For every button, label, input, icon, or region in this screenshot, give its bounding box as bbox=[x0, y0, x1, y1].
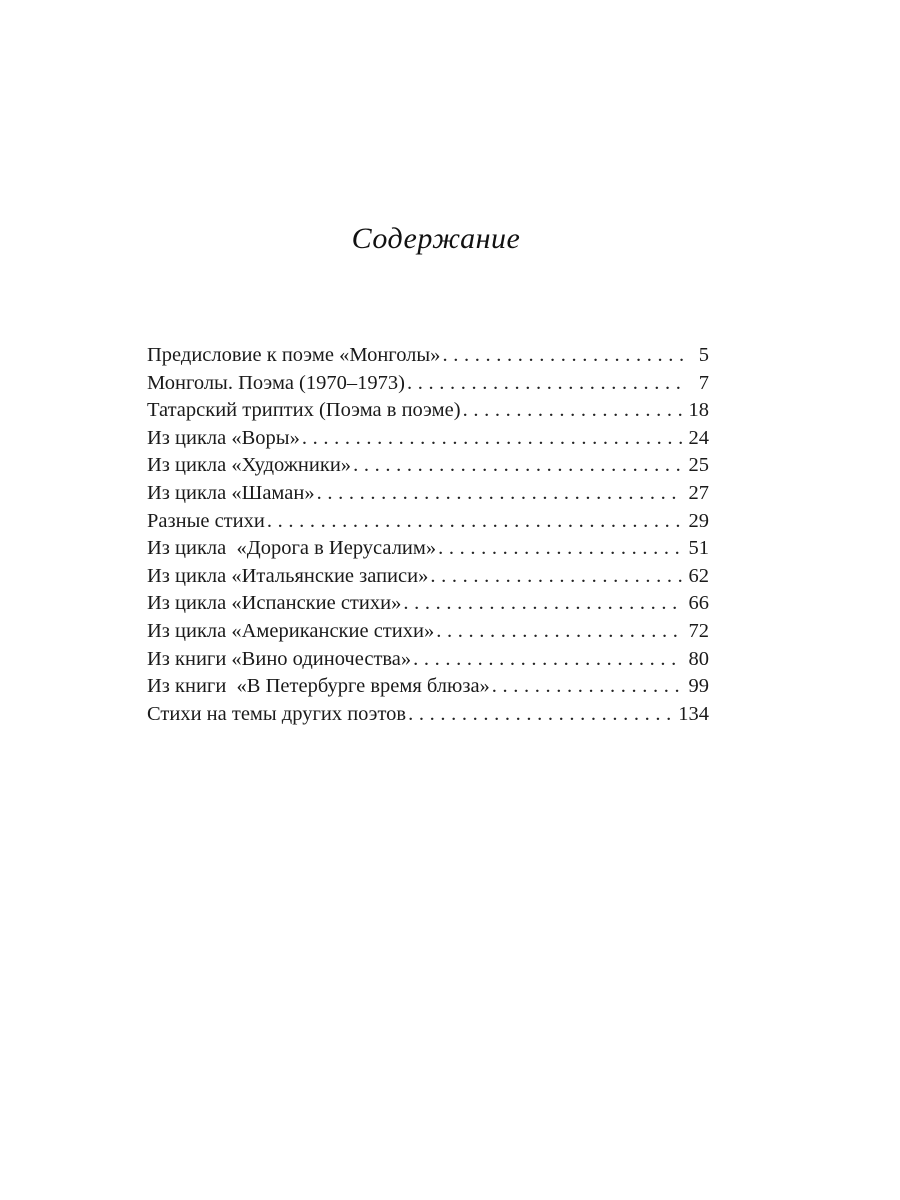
dot-leader bbox=[492, 673, 683, 701]
toc-entry-page: 99 bbox=[688, 675, 709, 698]
toc-entry-label: Из цикла «Итальянские записи» bbox=[147, 564, 429, 587]
toc-entry-label: Из цикла «Шаман» bbox=[147, 481, 315, 504]
toc-entry[interactable] bbox=[147, 701, 709, 729]
toc-entry[interactable] bbox=[147, 370, 709, 398]
dot-leader bbox=[408, 701, 678, 729]
dot-leader bbox=[302, 425, 683, 453]
toc-entry-label: Из цикла «Воры» bbox=[147, 426, 300, 449]
dot-leader bbox=[430, 563, 683, 591]
toc-entry-label: Монголы. Поэма (1970–1973) bbox=[147, 371, 405, 394]
toc-entry-page: 25 bbox=[688, 454, 709, 477]
toc-entry-label: Предисловие к поэме «Монголы» bbox=[147, 344, 441, 366]
toc-entry-page: 18 bbox=[688, 399, 709, 422]
toc-entry-label: Из цикла «Художники» bbox=[147, 454, 352, 477]
toc-entry-page: 24 bbox=[688, 426, 709, 449]
dot-leader bbox=[267, 508, 683, 536]
toc-entry[interactable] bbox=[147, 618, 709, 646]
toc-entry-page: 5 bbox=[698, 344, 709, 366]
dot-leader bbox=[438, 535, 683, 563]
dot-leader bbox=[317, 480, 683, 508]
toc-entry-label: Стихи на темы других поэтов bbox=[147, 702, 407, 725]
toc-entry[interactable] bbox=[147, 673, 709, 701]
toc-entry[interactable] bbox=[147, 535, 709, 563]
toc-entry-label: Из цикла «Испанские стихи» bbox=[147, 592, 402, 615]
toc-entry[interactable] bbox=[147, 563, 709, 591]
toc-entry-label: Разные стихи bbox=[147, 509, 265, 532]
dot-leader bbox=[403, 590, 683, 618]
dot-leader bbox=[436, 618, 683, 646]
toc-entry[interactable] bbox=[147, 397, 709, 425]
dot-leader bbox=[463, 397, 683, 425]
page-title: Содержание bbox=[351, 222, 521, 255]
toc-entry-label: Татарский триптих (Поэма в поэме) bbox=[147, 399, 461, 422]
toc-entry-page: 66 bbox=[688, 592, 709, 615]
toc-entry-page: 7 bbox=[698, 371, 709, 394]
toc-entry-label: Из книги «В Петербурге время блюза» bbox=[147, 675, 490, 698]
toc-entry-page: 72 bbox=[688, 619, 709, 642]
toc-entry-label: Из цикла «Дорога в Иерусалим» bbox=[147, 537, 437, 560]
toc-entry-page: 62 bbox=[688, 564, 709, 587]
dot-leader bbox=[413, 646, 683, 674]
toc-entry[interactable] bbox=[147, 342, 709, 370]
toc-entry-page: 29 bbox=[688, 509, 709, 532]
dot-leader bbox=[353, 452, 683, 480]
toc-entry[interactable] bbox=[147, 425, 709, 453]
toc-entry[interactable] bbox=[147, 646, 709, 674]
toc-entry[interactable] bbox=[147, 480, 709, 508]
dot-leader bbox=[407, 370, 683, 398]
dot-leader bbox=[442, 342, 683, 370]
toc-entry[interactable] bbox=[147, 508, 709, 536]
toc-entry-label: Из книги «Вино одиночества» bbox=[147, 647, 412, 670]
toc-entry-page: 134 bbox=[678, 702, 709, 725]
toc-entry[interactable] bbox=[147, 590, 709, 618]
toc-entry-page: 27 bbox=[688, 481, 709, 504]
table-of-contents bbox=[147, 342, 709, 728]
toc-entry-page: 51 bbox=[688, 537, 709, 560]
toc-entry[interactable] bbox=[147, 452, 709, 480]
toc-entry-label: Из цикла «Американские стихи» bbox=[147, 619, 435, 642]
toc-entry-page: 80 bbox=[688, 647, 709, 670]
